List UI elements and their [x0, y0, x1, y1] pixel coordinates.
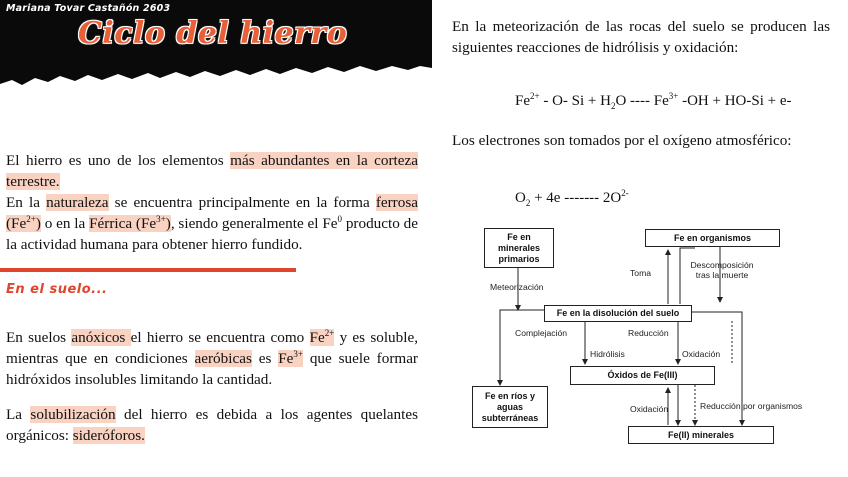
box-fe-organismos: Fe en organismos	[645, 229, 780, 247]
section-heading: En el suelo...	[6, 282, 108, 297]
label-descomposicion: Descomposición tras la muerte	[690, 260, 754, 280]
weathering-paragraph: En la meteorización de las rocas del suelo se producen las siguientes reacciones de hidrólisis y oxidación:	[452, 18, 830, 56]
box-oxidos-fe-iii: Óxidos de Fe(III)	[570, 366, 715, 385]
label-complejacion: Complejación	[515, 328, 568, 338]
label-toma: Toma	[630, 268, 652, 278]
highlight: sideróforos.	[72, 427, 145, 444]
divider	[0, 268, 296, 272]
label-hidrolisis: Hidrólisis	[590, 349, 625, 359]
box-rios-aguas: Fe en ríos y aguas subterráneas	[472, 386, 548, 428]
highlight: anóxicos	[71, 329, 131, 346]
label-oxidacion-upper: Oxidación	[682, 349, 721, 359]
highlight: más abundantes en la corteza terrestre.	[6, 152, 418, 190]
highlight: $Fe^{3+}$	[278, 348, 303, 367]
highlight: $Fe^{2+}$	[309, 327, 335, 346]
torn-paper-edge	[0, 66, 432, 90]
highlight: aeróbicas	[194, 350, 252, 367]
soil-paragraph: En suelos anóxicos el hierro se encuentra como $Fe^{2+}$ y es soluble, mientras que en condiciones aeróbicas es $Fe^{3+}$ que suele formar hidróxidos insolubles limitando la cantidad.	[6, 327, 418, 388]
label-oxidacion-lower: Oxidación	[630, 404, 669, 414]
box-fe-ii-minerales: Fe(II) minerales	[628, 426, 774, 444]
highlight: Férrica $(Fe^{3+})$	[89, 213, 171, 232]
label-meteorizacion: Meteorización	[490, 282, 544, 292]
oxygen-equation: $O_2 + 4e$ ------- $2O^{2-}$	[515, 188, 629, 208]
author-name: Mariana Tovar Castañón 2603	[6, 3, 171, 14]
highlight: naturaleza	[46, 194, 109, 211]
label-reduccion: Reducción	[628, 328, 669, 338]
intro-paragraph: El hierro es uno de los elementos más abundantes en la corteza terrestre. En la naturaleza se encuentra principalmente en la forma ferrosa $(Fe^{2+})$ o en la Férrica $(Fe^{3+})$, siendo generalmente el Fe$^0$ producto de la actividad humana para obtener hierro fundido.	[6, 152, 418, 253]
highlight: ferrosa $(Fe^{2+})$	[6, 194, 418, 232]
box-minerales-primarios: Fe en minerales primarios	[484, 228, 554, 268]
electrons-sentence: Los electrones son tomados por el oxígeno atmosférico:	[452, 132, 792, 149]
label-reduccion-organismos: Reducción por organismos	[700, 401, 803, 411]
solubilization-paragraph: La solubilización del hierro es debida a los agentes quelantes orgánicos: sideróforos.	[6, 406, 418, 444]
highlight: solubilización	[30, 406, 116, 423]
page-title: Ciclo del hierro	[78, 16, 348, 51]
hydrolysis-equation: $Fe^{2+} - O-$ $Si + H_2O$ ---- $Fe^{3+}$ -OH + HO-Si + e-	[515, 91, 792, 111]
iron-cycle-diagram	[460, 220, 840, 455]
box-disolucion-suelo: Fe en la disolución del suelo	[544, 305, 692, 322]
